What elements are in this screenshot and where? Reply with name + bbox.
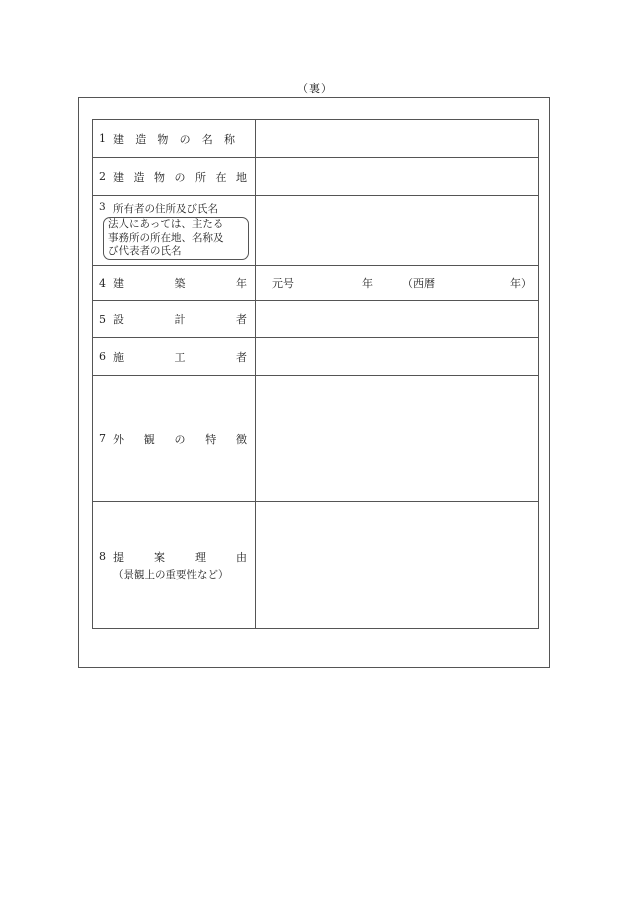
year-close-label: 年）	[510, 277, 532, 290]
field-owner[interactable]	[256, 196, 539, 266]
label-proposal-reason: 8 提 案 理 由 （景観上の重要性など）	[93, 502, 256, 629]
table-row	[93, 301, 539, 338]
label-building-location: 2 建 造 物 の 所 在 地	[93, 158, 256, 196]
table-row	[93, 338, 539, 376]
label-exterior-features: 7 外 観 の 特 徴	[93, 376, 256, 502]
label-construction-year: 4 建 築 年	[93, 266, 256, 301]
proposal-form-table	[92, 119, 539, 629]
field-building-name[interactable]	[256, 120, 539, 158]
table-row	[93, 502, 539, 629]
page-title: （裏）	[297, 82, 333, 95]
field-designer[interactable]	[256, 301, 539, 338]
year-label: 年	[362, 277, 373, 290]
field-construction-year[interactable]	[256, 266, 539, 301]
table-row	[93, 158, 539, 196]
label-builder: 6 施 工 者	[93, 338, 256, 376]
table-row	[93, 266, 539, 301]
owner-note: 法人にあっては、主たる 事務所の所在地、名称及 び代表者の氏名	[103, 217, 249, 260]
label-designer: 5 設 計 者	[93, 301, 256, 338]
era-label: 元号	[272, 277, 294, 290]
table-row	[93, 196, 539, 266]
field-building-location[interactable]	[256, 158, 539, 196]
label-owner: 3 所有者の住所及び氏名 法人にあっては、主たる 事務所の所在地、名称及 び代表者の氏名	[93, 196, 256, 266]
proposal-reason-note: （景観上の重要性など）	[113, 568, 229, 581]
table-row	[93, 120, 539, 158]
field-builder[interactable]	[256, 338, 539, 376]
table-row	[93, 376, 539, 502]
field-exterior-features[interactable]	[256, 376, 539, 502]
label-building-name: 1 建 造 物 の 名 称	[93, 120, 256, 158]
field-proposal-reason[interactable]	[256, 502, 539, 629]
western-year-label: （西暦	[402, 277, 435, 290]
